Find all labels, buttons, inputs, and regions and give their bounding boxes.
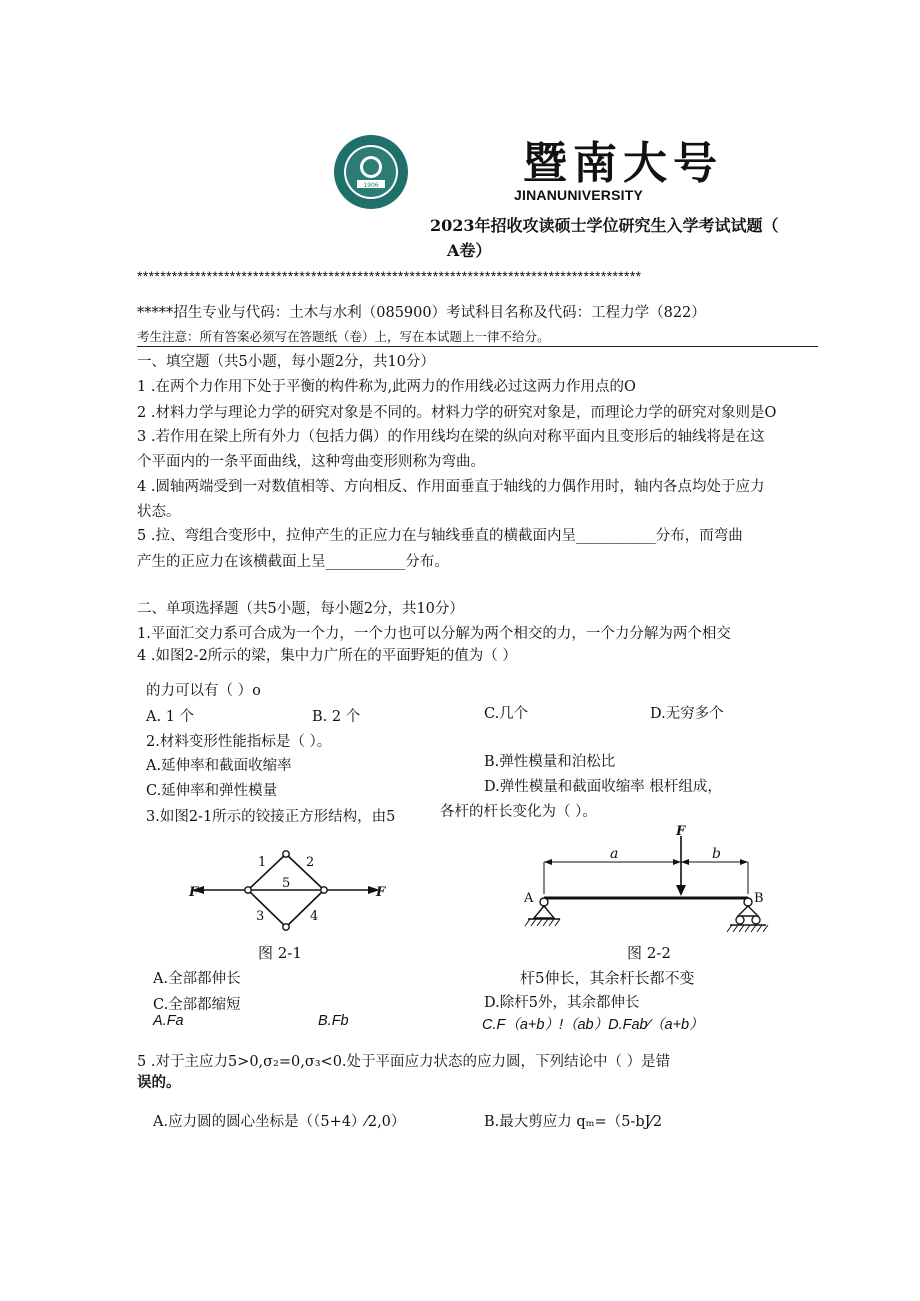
q3-option-b: 杆5伸长，其余杆长都不变 <box>520 969 695 987</box>
s1-question-4-cont: 状态。 <box>137 504 181 520</box>
q3-option-d: D.除杆5外，其余都伸长 <box>484 995 640 1011</box>
q1-option-d: D.无穷多个 <box>650 706 724 722</box>
s2-question-5: 5 .对于主应力5>0,σ₂=0,σ₃<0.处于平面应力状态的应力圆，下列结论中（ ）是错 <box>137 1054 671 1070</box>
fig2-dim-a: a <box>610 846 619 862</box>
s1-question-3: 3 .若作用在梁上所有外力（包括力偶）的作用线均在梁的纵向对称平面内且变形后的轴线将是在这 <box>137 429 765 445</box>
s2-question-4: 4 .如图2-2所示的梁，集中力广所在的平面野矩的值为（ ） <box>137 648 517 664</box>
exam-notice: 考生注意：所有答案必须写在答题纸（卷）上，写在本试题上一律不给分。 <box>137 329 550 344</box>
fig1-force-left: F <box>189 885 199 900</box>
university-name-cn: 暨南大号 <box>523 138 723 189</box>
s2-question-5-cont: 误的。 <box>137 1074 181 1091</box>
fig1-label-4: 4 <box>310 909 319 924</box>
fig1-label-5: 5 <box>282 876 291 891</box>
university-logo <box>333 134 409 210</box>
s2-question-1: 1.平面汇交力系可合成为一个力，一个力也可以分解为两个相交的力，一个力分解为两个相交 <box>137 626 731 642</box>
s1-question-2: 2 .材料力学与理论力学的研究对象是不同的。材料力学的研究对象是，而理论力学的研究对象则是O <box>137 405 777 421</box>
q4-option-b: B.Fb <box>318 1013 349 1029</box>
s1-question-5: 5 .拉、弯组合变形中，拉伸产生的正应力在与轴线垂直的横截面内呈___________分布，而弯曲 <box>137 528 743 544</box>
figure-2-1-caption: 图 2-1 <box>258 944 302 962</box>
q1-option-a: A. 1 个 <box>146 709 195 725</box>
q1-option-c: C.几个 <box>484 706 529 722</box>
q5-option-a: A.应力圆的圆心坐标是（（5+4）⁄2,0） <box>153 1114 406 1130</box>
s1-question-3-cont: 个平面内的一条平面曲线，这种弯曲变形则称为弯曲。 <box>137 454 485 470</box>
fig2-support-A: A <box>524 891 534 906</box>
q2-option-a: A.延伸率和截面收缩率 <box>146 758 292 774</box>
exam-title-cont: A卷） <box>447 241 492 260</box>
fig1-label-1: 1 <box>258 855 267 870</box>
divider <box>137 346 818 347</box>
figure-2-2 <box>518 822 778 942</box>
q2-option-d: D.弹性模量和截面收缩率 根杆组成， <box>484 779 722 795</box>
q4-option-a: A.Fa <box>153 1013 184 1029</box>
fig2-force-label: F <box>676 824 686 839</box>
fig1-label-3: 3 <box>256 909 265 924</box>
q2-option-b: B.弹性模量和泊松比 <box>484 754 616 770</box>
s2-question-3-cont: 各杆的杆长变化为（ ）。 <box>440 804 597 820</box>
separator-stars: *************************************************************************************** <box>137 268 642 284</box>
fig1-label-2: 2 <box>306 855 315 870</box>
logo-year: 1906 <box>363 182 379 189</box>
figure-2-2-caption: 图 2-2 <box>627 944 671 962</box>
section1-title: 一、填空题（共5小题，每小题2分，共10分） <box>137 354 435 370</box>
s1-question-4: 4 .圆轴两端受到一对数值相等、方向相反、作用面垂直于轴线的力偶作用时，轴内各点均处于应力 <box>137 479 765 495</box>
q4-option-c-d: C.F（a+b）!（ab）D.Fab⁄（a+b） <box>482 1017 704 1033</box>
fig2-dim-b: b <box>712 846 721 862</box>
exam-title: 2023年招收攻读硕士学位研究生入学考试试题（ <box>430 216 779 235</box>
s2-question-3: 3.如图2-1所示的铰接正方形结构，由5 <box>146 809 396 825</box>
q1-option-b: B. 2 个 <box>312 709 361 725</box>
q3-option-c: C.全部都缩短 <box>153 997 241 1013</box>
q2-option-c: C.延伸率和弹性模量 <box>146 783 278 799</box>
fig2-support-B: B <box>754 891 764 906</box>
fig1-force-right: F <box>376 885 386 900</box>
s2-question-2: 2.材料变形性能指标是（ ）。 <box>146 734 332 750</box>
q3-option-a: A.全部都伸长 <box>153 971 241 987</box>
s1-question-1: 1 .在两个力作用下处于平衡的构件称为,此两力的作用线必过这两力作用点的O <box>137 379 636 395</box>
q5-option-b: B.最大剪应力 qₘ=（5-bJ⁄2 <box>484 1114 663 1130</box>
s2-question-1-cont: 的力可以有（ ）o <box>146 683 261 699</box>
university-name-en: JINANUNIVERSITY <box>514 187 644 203</box>
s1-question-5-cont: 产生的正应力在该横截面上呈___________分布。 <box>137 554 449 570</box>
section2-title: 二、单项选择题（共5小题，每小题2分，共10分） <box>137 601 464 617</box>
exam-info: *****招生专业与代码：土木与水利（085900）考试科目名称及代码：工程力学（822） <box>137 305 706 321</box>
